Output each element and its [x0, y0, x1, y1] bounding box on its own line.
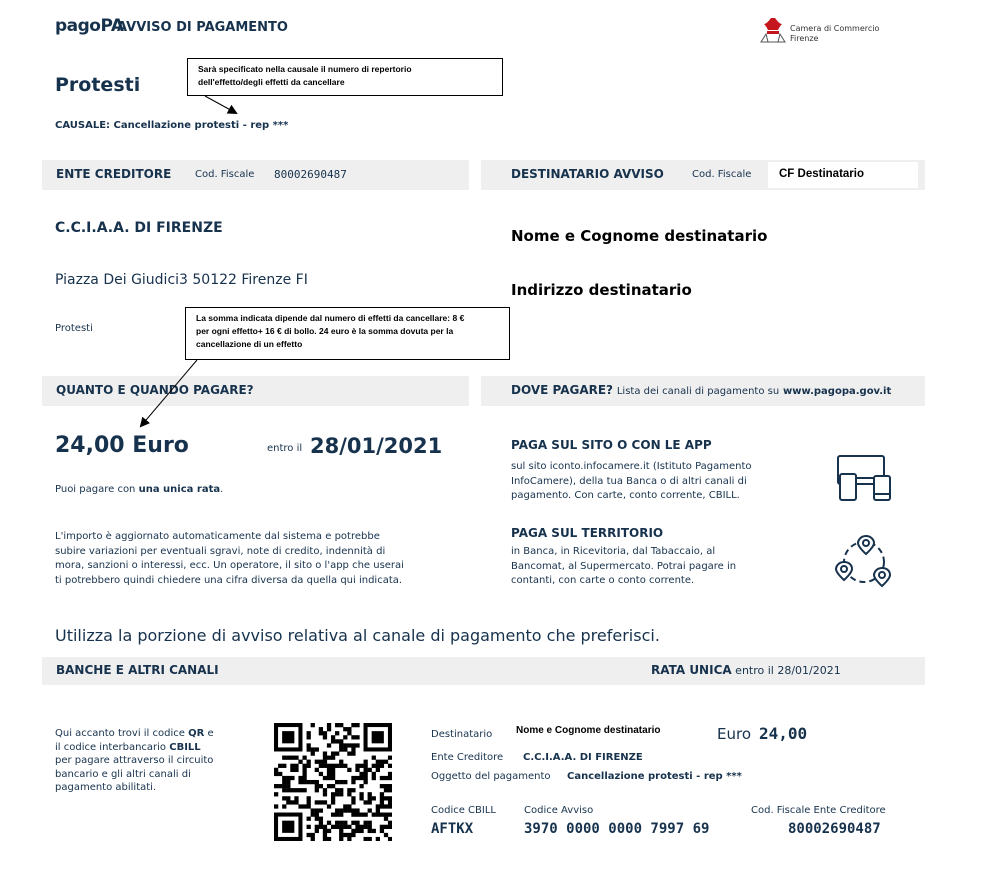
euro-label: Euro: [717, 725, 751, 743]
avviso-label: Codice Avviso: [524, 805, 594, 816]
org-logo-line2: Firenze: [790, 34, 819, 43]
offline-line: Bancomat, al Supermercato. Potrai pagare in: [511, 560, 737, 572]
causale-arrow: [205, 96, 236, 113]
intro-line: [55, 727, 214, 741]
disclaimer-line: mora, sanzioni o interessi, ecc. Un operatore, il sito o l'app che userai: [55, 560, 404, 571]
bank-intro: [55, 727, 214, 795]
oggetto-value: Cancellazione protesti - rep ***: [567, 771, 742, 782]
cf-ente-value: 80002690487: [788, 821, 881, 837]
intro-line: per pagare attraverso il circuito: [55, 755, 214, 766]
avviso-value: 3970 0000 0000 7997 69: [524, 821, 710, 837]
euro-value: 24,00: [759, 724, 808, 743]
online-text: [511, 460, 752, 504]
notice-subject: Protesti: [55, 74, 141, 96]
callout-line: cancellazione di un effetto: [196, 339, 303, 349]
intro-line: pagamento abilitati.: [55, 782, 157, 793]
oggetto-label: Oggetto del pagamento: [431, 771, 551, 782]
where-header: DOVE PAGARE?: [511, 383, 614, 397]
intro-line: [55, 741, 214, 755]
org-logo-line1: Camera di Commercio: [790, 24, 880, 33]
location-network-icon: [834, 534, 894, 592]
where-header-note: Lista dei canali di pagamento su: [616, 386, 780, 397]
dest-value: Nome e Cognome destinatario: [516, 725, 661, 736]
creditor-header: ENTE CREDITORE: [56, 167, 172, 181]
amount-arrow: [141, 360, 197, 426]
qr-code-icon: [274, 723, 392, 841]
offline-line: in Banca, in Ricevitoria, dal Tabaccaio, al: [511, 546, 716, 557]
offline-line: contanti, con carte o conto corrente.: [511, 575, 695, 586]
amount-value: 24,00 Euro: [55, 433, 189, 458]
callout-line: La somma indicata dipende dal numero di effetti da cancellare: 8 €: [196, 313, 465, 323]
intro-line: bancario e gli altri canali di: [55, 768, 191, 780]
intro-text: e: [204, 728, 214, 739]
recipient-cf-label: Cod. Fiscale: [692, 169, 752, 180]
notice-causale: CAUSALE: Cancellazione protesti - rep ***: [55, 120, 289, 131]
creditor-cf-value: 80002690487: [274, 168, 347, 181]
due-prefix: entro il: [267, 443, 303, 454]
disclaimer-line: L'importo è aggiornato automaticamente dal sistema e potrebbe: [55, 531, 380, 542]
offline-title: PAGA SUL TERRITORIO: [511, 526, 664, 540]
devices-icon: [834, 452, 894, 504]
intro-cbill: CBILL: [169, 741, 201, 753]
online-line: InfoCamere), della tua Banca o di altri canali di: [511, 475, 747, 487]
online-title: PAGA SUL SITO O CON LE APP: [511, 438, 712, 452]
cf-ente-label: Cod. Fiscale Ente Creditore: [751, 805, 886, 816]
dest-label: Destinatario: [431, 729, 493, 740]
header-title: AVVISO DI PAGAMENTO: [117, 20, 288, 35]
bank-rata-label: RATA UNICA: [651, 663, 732, 677]
pagopa-logo-text: pagoPA: [55, 16, 124, 36]
intro-text: il codice interbancario: [55, 741, 170, 753]
due-date: 28/01/2021: [310, 434, 443, 458]
rata-line: [55, 484, 223, 495]
recipient-cf-value: CF Destinatario: [779, 168, 864, 180]
creditor-name: C.C.I.A.A. DI FIRENZE: [55, 220, 223, 236]
cbill-label: Codice CBILL: [431, 805, 496, 816]
creditor-sector: Protesti: [55, 323, 93, 334]
disclaimer-line: ti potrebbero quindi chiedere una cifra diversa da quella qui indicata.: [55, 574, 403, 586]
disclaimer-line: subire variazioni per eventuali sgravi, note di credito, indennità di: [55, 545, 386, 557]
bank-rata-suffix: entro il 28/01/2021: [735, 664, 841, 677]
rata-bold: una unica rata: [138, 484, 221, 495]
pagopa-link[interactable]: www.pagopa.gov.it: [783, 386, 892, 397]
rata-prefix: Puoi pagare con: [55, 484, 136, 495]
recipient-address: Indirizzo destinatario: [511, 281, 692, 299]
callout-line: Sarà specificato nella causale il numero di repertorio: [198, 64, 412, 74]
intro-text: Qui accanto trovi il codice: [55, 728, 189, 739]
recipient-name: Nome e Cognome destinatario: [511, 227, 768, 245]
creditor-cf-label: Cod. Fiscale: [195, 169, 255, 180]
online-line: pagamento. Con carte, conto corrente, CBILL.: [511, 490, 740, 501]
ente-label: Ente Creditore: [431, 752, 504, 763]
portion-note: Utilizza la porzione di avviso relativa al canale di pagamento che preferisci.: [55, 626, 660, 645]
bank-rata-group: [651, 663, 841, 677]
creditor-address: Piazza Dei Giudici3 50122 Firenze FI: [55, 272, 308, 288]
cbill-value: AFTKX: [431, 821, 474, 837]
amount-disclaimer: [55, 530, 404, 588]
recipient-header: DESTINATARIO AVVISO: [511, 167, 664, 181]
bank-header: BANCHE E ALTRI CANALI: [56, 663, 219, 677]
online-line: sul sito iconto.infocamere.it (Istituto Pagamento: [511, 461, 752, 472]
when-header: QUANTO E QUANDO PAGARE?: [56, 383, 254, 397]
intro-qr: QR: [188, 728, 205, 739]
ente-value: C.C.I.A.A. DI FIRENZE: [523, 752, 643, 763]
callout-line: dell'effetto/degli effetti da cancellare: [198, 77, 345, 87]
offline-text: [511, 545, 736, 589]
callout-line: per ogni effetto+ 16 € di bollo. 24 euro è la somma dovuta per la: [196, 326, 454, 336]
rata-suffix: .: [220, 484, 224, 495]
